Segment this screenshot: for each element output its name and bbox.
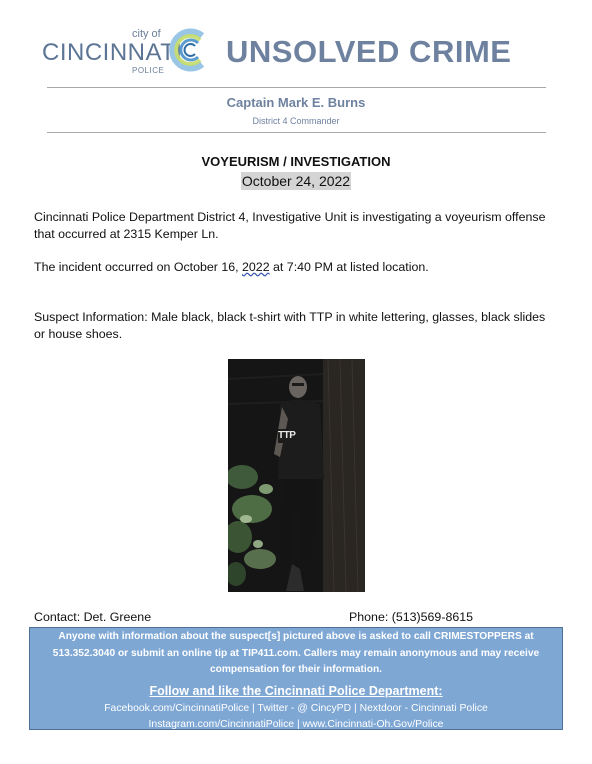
case-date-row xyxy=(0,172,592,191)
social-links xyxy=(30,701,562,732)
suspect-shirt-lettering: TTP xyxy=(278,430,296,441)
social-links-line-2: Instagram.com/CincinnatiPolice | www.Cincinnati-Oh.Gov/Police xyxy=(148,718,444,730)
suspect-photo xyxy=(228,359,365,592)
incident-year: 2022 xyxy=(242,260,270,274)
crimestoppers-notice: Anyone with information about the suspect[s] pictured above is asked to call CRIMESTOPPERS at 513.352.3040 or submit an online tip at TIP411.com. Callers may remain anonymous and may receive compensation for their information. xyxy=(52,631,540,675)
crimestoppers-footer xyxy=(29,627,563,730)
captain-name: Captain Mark E. Burns xyxy=(226,95,366,110)
follow-heading: Follow and like the Cincinnati Police Department: xyxy=(149,684,443,698)
logo-cincinnati: CINCINNATI xyxy=(42,39,183,66)
contact-phone: Phone: (513)569-8615 xyxy=(349,610,474,624)
case-title: VOYEURISM / INVESTIGATION xyxy=(201,154,391,169)
incident-paragraph: Cincinnati Police Department District 4, Investigative Unit is investigating a voyeurism offense that occurred at 2315 Kemper Ln. xyxy=(34,210,546,241)
incident-time-text: The incident occurred on October 16, xyxy=(34,260,243,274)
cincinnati-police-logo xyxy=(40,24,220,80)
incident-time-paragraph xyxy=(34,259,558,276)
social-links-line-1: Facebook.com/CincinnatiPolice | Twitter - @ CincyPD | Nextdoor - Cincinnati Police xyxy=(104,703,488,714)
logo-c-mark-icon xyxy=(164,26,210,74)
header-divider-top xyxy=(47,87,546,88)
logo-city-of: city of xyxy=(132,28,161,40)
captain-role: District 4 Commander xyxy=(252,116,340,126)
suspect-photo-image xyxy=(228,359,365,592)
incident-time-text-end: at 7:40 PM at listed location. xyxy=(269,260,429,274)
logo-police: POLICE xyxy=(132,66,165,75)
suspect-information: Suspect Information: Male black, black t-shirt with TTP in white lettering, glasses, black slides or house shoes. xyxy=(34,310,546,341)
case-date: October 24, 2022 xyxy=(241,173,351,189)
header-divider-bottom xyxy=(47,132,546,133)
contact-detective: Contact: Det. Greene xyxy=(34,610,152,624)
page-title: UNSOLVED CRIME xyxy=(226,34,512,69)
